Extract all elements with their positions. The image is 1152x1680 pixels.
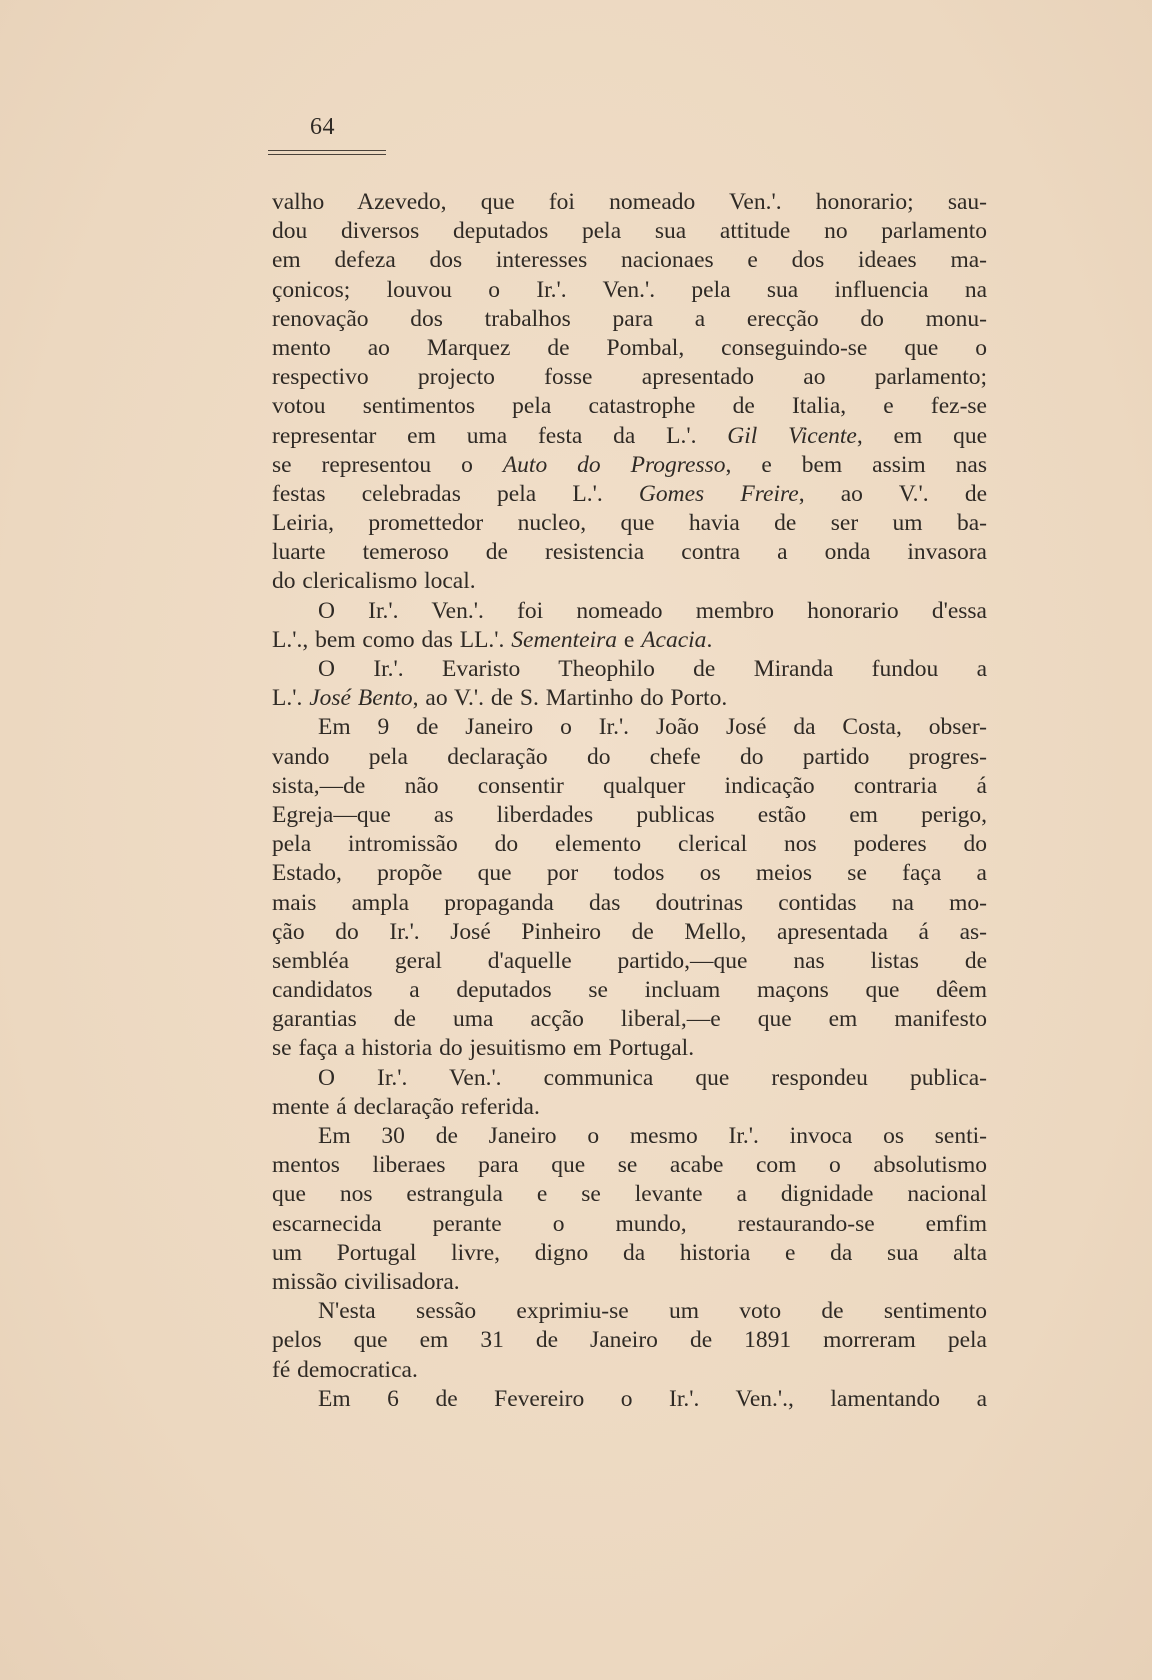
text-segment: , ao V.'. de S. Martinho do Porto. (412, 685, 728, 712)
text-line (272, 859, 987, 888)
text-segment: se faça a historia do jesuitismo em Portugal. (272, 1035, 695, 1062)
text-segment: e (617, 626, 642, 653)
text-segment: mente á declaração referida. (272, 1093, 540, 1120)
text-segment: representar em uma festa da L.'. (272, 422, 728, 449)
page-number: 64 (310, 114, 335, 140)
text-line (272, 1210, 987, 1239)
text-line (272, 1239, 987, 1268)
text-line (272, 509, 987, 538)
text-segment: O Ir.'. Ven.'. communica que respondeu publica- (318, 1064, 987, 1091)
text-line (272, 422, 987, 451)
text-line (272, 713, 987, 742)
text-segment: que nos estrangula e se levante a dignidade nacional (272, 1181, 987, 1208)
text-segment: pelos que em 31 de Janeiro de 1891 morreram pela (272, 1327, 987, 1354)
text-line (272, 1122, 987, 1151)
text-segment: sista,—de não consentir qualquer indicação contraria á (272, 772, 987, 799)
text-segment: vando pela declaração do chefe do partido progres- (272, 743, 987, 770)
text-segment: , em que (856, 422, 987, 449)
text-segment: dou diversos deputados pela sua attitude no parlamento (272, 218, 987, 245)
text-line (272, 597, 987, 626)
text-segment: votou sentimentos pela catastrophe de Italia, e fez-se (272, 393, 987, 420)
text-line (272, 1064, 987, 1093)
text-segment: N'esta sessão exprimiu-se um voto de sentimento (318, 1298, 987, 1325)
text-segment: escarnecida perante o mundo, restaurando-se emfim (272, 1210, 987, 1237)
text-line (272, 480, 987, 509)
text-segment: respectivo projecto fosse apresentado ao parlamento; (272, 364, 987, 391)
text-line (272, 1034, 987, 1063)
italic-text: Auto do Progresso (502, 451, 726, 478)
text-segment: renovação dos trabalhos para a erecção do monu- (272, 305, 987, 332)
text-segment: çonicos; louvou o Ir.'. Ven.'. pela sua influencia na (272, 276, 987, 303)
text-line (272, 217, 987, 246)
italic-text: Gomes Freire (638, 480, 799, 507)
text-line (272, 976, 987, 1005)
text-segment: se representou o (272, 451, 503, 478)
text-segment: Em 6 de Fevereiro o Ir.'. Ven.'., lamentando a (318, 1385, 987, 1412)
text-line (272, 1297, 987, 1326)
italic-text: Gil Vicente (727, 422, 857, 449)
text-line (272, 743, 987, 772)
text-line (272, 1093, 987, 1122)
text-line (272, 567, 987, 596)
text-segment: Leiria, promettedor nucleo, que havia de ser um ba- (272, 510, 987, 537)
text-segment: Egreja—que as liberdades publicas estão em perigo, (272, 801, 987, 828)
text-segment: Em 30 de Janeiro o mesmo Ir.'. invoca os senti- (318, 1123, 987, 1149)
text-line (272, 655, 987, 684)
italic-text: Sementeira (511, 626, 617, 653)
text-line (272, 1180, 987, 1209)
text-line (272, 1356, 987, 1385)
text-line (272, 1385, 987, 1414)
text-line (272, 451, 987, 480)
text-segment: O Ir.'. Evaristo Theophilo de Miranda fundou a (318, 656, 987, 682)
text-line (272, 626, 987, 655)
text-line (272, 538, 987, 567)
text-segment: sembléa geral d'aquelle partido,—que nas listas de (272, 947, 987, 974)
text-segment: festas celebradas pela L.'. (272, 480, 639, 507)
text-line (272, 1005, 987, 1034)
text-line (272, 188, 987, 217)
text-line (272, 334, 987, 363)
text-line (272, 1326, 987, 1355)
text-segment: pela intromissão do elemento clerical nos poderes do (272, 831, 987, 858)
text-segment: O Ir.'. Ven.'. foi nomeado membro honorario d'essa (318, 597, 987, 624)
text-line (272, 305, 987, 334)
italic-text: Acacia (641, 626, 707, 653)
text-line (272, 363, 987, 392)
text-line (272, 1151, 987, 1180)
text-segment: Estado, propõe que por todos os meios se faça a (272, 860, 987, 887)
text-segment: em defeza dos interesses nacionaes e dos ideaes ma- (272, 247, 987, 274)
text-line (272, 246, 987, 275)
text-segment: mentos liberaes para que se acabe com o absolutismo (272, 1152, 987, 1179)
text-segment: garantias de uma acção liberal,—e que em manifesto (272, 1006, 987, 1033)
text-segment: luarte temeroso de resistencia contra a onda invasora (272, 539, 987, 566)
text-line (272, 684, 987, 713)
text-segment: missão civilisadora. (272, 1268, 460, 1295)
text-segment: candidatos a deputados se incluam maçons que dêem (272, 977, 987, 1004)
text-line (272, 918, 987, 947)
body-text (272, 188, 987, 1414)
italic-text: José Bento (309, 685, 413, 712)
text-segment: ção do Ir.'. José Pinheiro de Mello, apresentada á as- (272, 918, 987, 945)
text-line (272, 889, 987, 918)
header-rule (268, 154, 386, 155)
text-segment: Em 9 de Janeiro o Ir.'. João José da Costa, obser- (318, 714, 987, 741)
text-segment: valho Azevedo, que foi nomeado Ven.'. honorario; sau- (272, 189, 987, 215)
text-line (272, 947, 987, 976)
text-line (272, 801, 987, 830)
text-segment: mento ao Marquez de Pombal, conseguindo-se que o (272, 334, 987, 361)
text-segment: L.'., bem como das LL.'. (272, 626, 512, 653)
text-line (272, 830, 987, 859)
header-rule (268, 150, 386, 151)
text-line (272, 276, 987, 305)
text-segment: fé democratica. (272, 1356, 418, 1383)
text-segment: mais ampla propaganda das doutrinas contidas na mo- (272, 889, 987, 916)
text-segment: L.'. (272, 685, 310, 712)
text-segment: , e bem assim nas (725, 451, 987, 478)
text-line (272, 392, 987, 421)
text-line (272, 772, 987, 801)
text-line (272, 1268, 987, 1297)
text-segment: , ao V.'. de (798, 480, 988, 507)
text-segment: um Portugal livre, digno da historia e da sua alta (272, 1239, 987, 1266)
text-segment: . (706, 626, 713, 653)
text-segment: do clericalismo local. (272, 568, 476, 595)
